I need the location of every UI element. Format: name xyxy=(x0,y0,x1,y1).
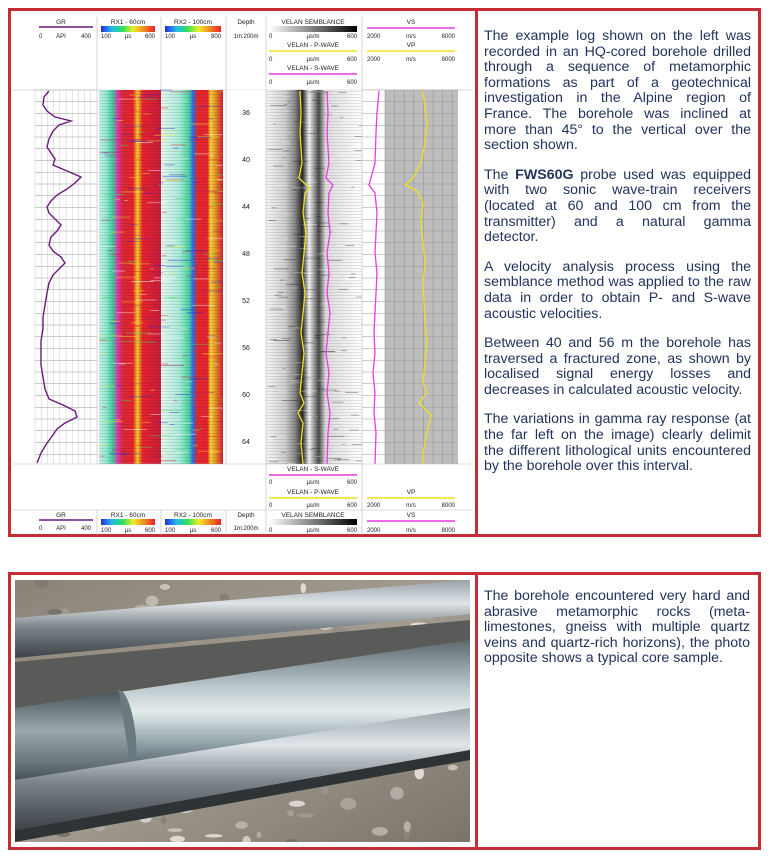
log-header-top xyxy=(13,13,473,90)
rx2-title: RX2 - 100cm xyxy=(174,19,212,26)
semblance-title: VELAN SEMBLANCE xyxy=(281,19,345,26)
rx1-min-bottom: 100 xyxy=(101,528,112,534)
swave-unit: µs/m xyxy=(306,80,320,86)
pwave-unit: µs/m xyxy=(306,57,320,63)
rx2-min: 100 xyxy=(165,34,176,40)
rx1-unit-bottom: µs xyxy=(124,528,132,534)
semblance-max: 600 xyxy=(346,34,357,40)
bottom-divider xyxy=(475,575,478,847)
vs-unit-bottom: m/s xyxy=(406,528,416,534)
semblance-max-bottom: 600 xyxy=(346,528,357,534)
vp-max-bottom: 8000 xyxy=(441,503,455,509)
vs-max-bottom: 8000 xyxy=(441,528,455,534)
gr-max: 400 xyxy=(80,34,91,40)
depth-label: 52 xyxy=(242,298,250,305)
depth-label: 36 xyxy=(242,110,250,117)
rx2-min-bottom: 100 xyxy=(165,528,176,534)
depth-title-bottom: Depth xyxy=(237,512,255,519)
log-tracks xyxy=(13,90,473,464)
pwave-min-bottom: 0 xyxy=(269,503,273,509)
rx1-max: 600 xyxy=(144,34,155,40)
swave-unit-bottom: µs/m xyxy=(306,480,320,486)
pwave-min: 0 xyxy=(269,57,273,63)
depth-scale: 1m:200m xyxy=(233,34,259,40)
semblance-min-bottom: 0 xyxy=(269,528,273,534)
vs-min-bottom: 2000 xyxy=(367,528,381,534)
paragraph-probe xyxy=(484,168,751,246)
vs-max: 8000 xyxy=(441,34,455,40)
rx2-unit: µs xyxy=(189,34,197,40)
rx2-max-bottom: 600 xyxy=(210,528,221,534)
depth-label: 44 xyxy=(242,204,250,211)
vs-min: 2000 xyxy=(367,34,381,40)
paragraph-core-sample: The borehole encountered very hard and abrasive metamorphic rocks (meta-limestones, gneiss with multiple quartz veins and quartz-rich horizons), the photo opposite shows a typical core sample. xyxy=(484,588,750,667)
depth-label: 40 xyxy=(242,157,250,164)
vp-unit-bottom: m/s xyxy=(406,503,416,509)
swave-max-bottom: 600 xyxy=(346,480,357,486)
depth-label: 64 xyxy=(242,439,250,446)
vp-max: 8000 xyxy=(441,57,455,63)
swave-max: 600 xyxy=(346,80,357,86)
swave-min-bottom: 0 xyxy=(269,480,273,486)
pwave-max-bottom: 600 xyxy=(346,503,357,509)
rx2-max: 800 xyxy=(210,34,221,40)
vp-unit: m/s xyxy=(406,57,416,63)
log-description xyxy=(484,29,751,489)
vp-min: 2000 xyxy=(367,57,381,63)
swave-title: VELAN - S-WAVE xyxy=(286,65,340,72)
paragraph-velocity-analysis: A velocity analysis process using the semblance method was applied to the raw data in order to obtain P- and S-wave acoustic velocities. xyxy=(484,258,751,322)
swave-title-bottom: VELAN - S-WAVE xyxy=(286,466,340,473)
rx1-max-bottom: 600 xyxy=(144,528,155,534)
top-divider xyxy=(475,11,478,534)
depth-label: 60 xyxy=(242,392,250,399)
log-section xyxy=(8,8,761,537)
log-header-bottom xyxy=(13,464,473,535)
paragraph-log-intro: The example log shown on the left was recorded in an HQ-cored borehole drilled through a sequence of metamorphic formations as part of a geotechnical investigation in the Alpine region of France. The borehole was inclined at more than 45° to the vertical over the section shown. xyxy=(484,28,751,154)
rx1-title: RX1 - 60cm xyxy=(110,19,146,26)
rx1-min: 100 xyxy=(101,34,112,40)
rx1-title-bottom: RX1 - 60cm xyxy=(110,512,146,519)
depth-label: 56 xyxy=(242,345,250,352)
semblance-title-bottom: VELAN SEMBLANCE xyxy=(281,512,345,519)
vs-unit: m/s xyxy=(406,34,416,40)
semblance-unit-bottom: µs/m xyxy=(306,528,320,534)
semblance-unit: µs/m xyxy=(306,34,320,40)
rx2-title-bottom: RX2 - 100cm xyxy=(174,512,212,519)
depth-scale-bottom: 1m:200m xyxy=(233,526,259,532)
pwave-title-bottom: VELAN - P-WAVE xyxy=(286,489,340,496)
gr-max-bottom: 400 xyxy=(80,526,91,532)
pwave-unit-bottom: µs/m xyxy=(306,503,320,509)
pwave-title: VELAN - P-WAVE xyxy=(286,42,340,49)
gr-min-bottom: 0 xyxy=(39,526,43,532)
vs-title-bottom: VS xyxy=(406,512,416,519)
vs-title: VS xyxy=(406,19,416,26)
swave-min: 0 xyxy=(269,80,273,86)
pwave-max: 600 xyxy=(346,57,357,63)
gr-title: GR xyxy=(56,19,66,26)
sonic-log-image xyxy=(13,13,473,535)
vp-title-bottom: VP xyxy=(406,489,416,496)
semblance-min: 0 xyxy=(269,34,273,40)
probe-text-pre: The xyxy=(484,166,516,183)
vp-title: VP xyxy=(406,42,416,49)
gr-title-bottom: GR xyxy=(56,512,66,519)
depth-title: Depth xyxy=(237,19,255,26)
rx1-unit: µs xyxy=(124,34,132,40)
gr-unit-bottom: API xyxy=(56,526,66,532)
paragraph-gamma-ray: The variations in gamma ray response (at the far left on the image) clearly delimit the different lithological units encountered by the borehole over this interval. xyxy=(484,411,751,475)
paragraph-fractured-zone: Between 40 and 56 m the borehole has traversed a fractured zone, as shown by localised signal energy losses and decreases in calculated acoustic velocity. xyxy=(484,335,751,398)
probe-name: FWS60G xyxy=(515,166,574,183)
core-section xyxy=(8,572,761,850)
core-sample-photo xyxy=(15,580,470,842)
depth-label: 48 xyxy=(242,251,250,258)
vp-min-bottom: 2000 xyxy=(367,503,381,509)
probe-text-post: probe used was equipped with two sonic wave-train receivers (located at 60 and 100 cm from the transmitter) and a natural gamma detector. xyxy=(484,166,751,246)
gr-unit: API xyxy=(56,34,66,40)
core-description xyxy=(484,589,750,681)
gr-min: 0 xyxy=(39,34,43,40)
rx2-unit-bottom: µs xyxy=(189,528,197,534)
